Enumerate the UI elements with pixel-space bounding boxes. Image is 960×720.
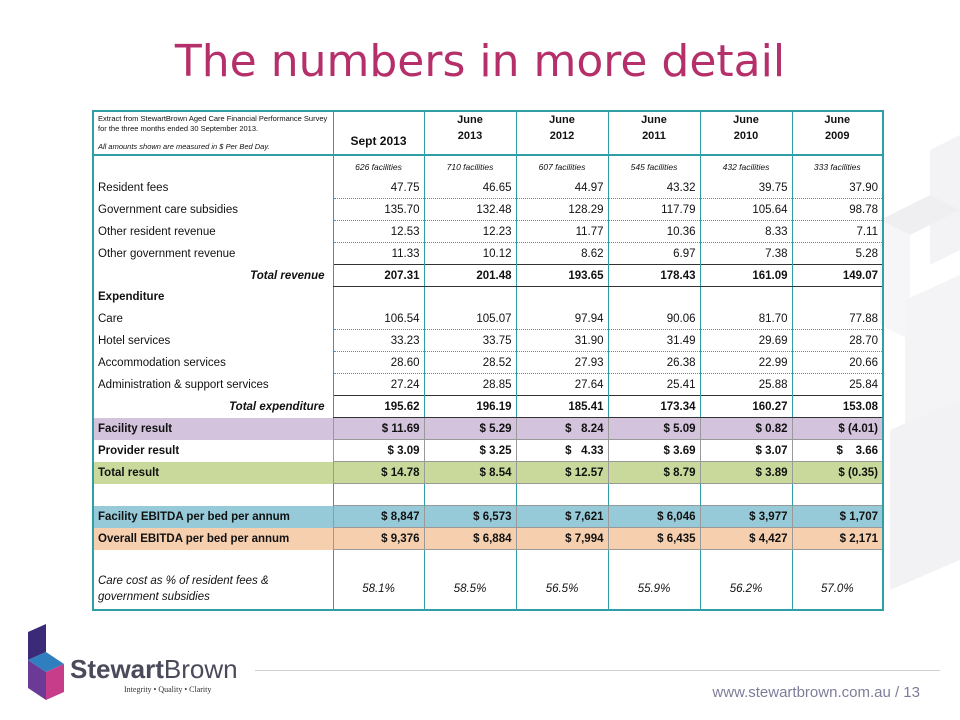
row-label: Accommodation services bbox=[98, 356, 226, 369]
cell-value: 6.97 bbox=[608, 243, 700, 265]
cell-value: $ 8,847 bbox=[333, 506, 424, 528]
cell-value: 105.07 bbox=[424, 308, 516, 330]
care-cost-row bbox=[93, 550, 883, 610]
cell-value: 12.53 bbox=[333, 221, 424, 243]
row-label: Facility EBITDA per bed per annum bbox=[98, 510, 290, 523]
cell-value: 161.09 bbox=[700, 265, 792, 287]
cell-value: 28.70 bbox=[792, 330, 883, 352]
cell-value: $ 11.69 bbox=[333, 418, 424, 440]
cell-value: 201.48 bbox=[424, 265, 516, 287]
spacer-row bbox=[93, 484, 883, 506]
cell-value: 27.93 bbox=[516, 352, 608, 374]
footer-url-page: www.stewartbrown.com.au / 13 bbox=[712, 684, 920, 701]
expenditure-heading-row bbox=[93, 287, 883, 309]
cell-value: 128.29 bbox=[516, 199, 608, 221]
period-header: June 2012 bbox=[516, 111, 608, 155]
cell-value: 55.9% bbox=[608, 550, 700, 610]
table-row bbox=[93, 199, 883, 221]
cell-value: 160.27 bbox=[700, 396, 792, 418]
cell-value: 25.84 bbox=[792, 374, 883, 396]
cell-value: 7.11 bbox=[792, 221, 883, 243]
facility-count: 432 facilities bbox=[700, 155, 792, 177]
cell-value: 39.75 bbox=[700, 177, 792, 199]
cell-value: $ 8.24 bbox=[516, 418, 608, 440]
cell-value: $ 3.89 bbox=[700, 462, 792, 484]
cell-value: 105.64 bbox=[700, 199, 792, 221]
cell-value: 11.33 bbox=[333, 243, 424, 265]
financial-table bbox=[92, 110, 884, 611]
period-header: June 2010 bbox=[700, 111, 792, 155]
cell-value: 58.5% bbox=[424, 550, 516, 610]
cell-value: 33.75 bbox=[424, 330, 516, 352]
cell-value: 31.90 bbox=[516, 330, 608, 352]
cell-value: 10.12 bbox=[424, 243, 516, 265]
cell-value: $ 2,171 bbox=[792, 528, 883, 550]
row-label: Total result bbox=[98, 466, 160, 479]
cell-value: $ 4,427 bbox=[700, 528, 792, 550]
row-label: Government care subsidies bbox=[98, 203, 238, 216]
table-row bbox=[93, 308, 883, 330]
svg-text:StewartBrown bbox=[70, 654, 238, 684]
period-header: Sept 2013 bbox=[333, 111, 424, 155]
cell-value: 11.77 bbox=[516, 221, 608, 243]
logo-name-part2: Brown bbox=[163, 654, 238, 684]
cell-value: 25.88 bbox=[700, 374, 792, 396]
cell-value: 27.64 bbox=[516, 374, 608, 396]
table-row bbox=[93, 352, 883, 374]
row-label: Overall EBITDA per bed per annum bbox=[98, 532, 290, 545]
cell-value: 207.31 bbox=[333, 265, 424, 287]
table-row bbox=[93, 374, 883, 396]
cell-value: $ 0.82 bbox=[700, 418, 792, 440]
cell-value: $ 6,884 bbox=[424, 528, 516, 550]
row-label: Hotel services bbox=[98, 334, 171, 347]
cell-value: 178.43 bbox=[608, 265, 700, 287]
total-result-row bbox=[93, 462, 883, 484]
cell-value: 47.75 bbox=[333, 177, 424, 199]
cell-value: 185.41 bbox=[516, 396, 608, 418]
cell-value: 44.97 bbox=[516, 177, 608, 199]
cell-value: 106.54 bbox=[333, 308, 424, 330]
overall-ebitda-row bbox=[93, 528, 883, 550]
cell-value: 195.62 bbox=[333, 396, 424, 418]
facility-ebitda-row bbox=[93, 506, 883, 528]
cell-value: $ 6,435 bbox=[608, 528, 700, 550]
cell-value: $ 9,376 bbox=[333, 528, 424, 550]
cell-value: $ 3.69 bbox=[608, 440, 700, 462]
period-header: June 2009 bbox=[792, 111, 883, 155]
cell-value: 7.38 bbox=[700, 243, 792, 265]
row-label: Resident fees bbox=[98, 181, 169, 194]
cell-value: 29.69 bbox=[700, 330, 792, 352]
facility-count: 333 facilities bbox=[792, 155, 883, 177]
cell-value: $ 14.78 bbox=[333, 462, 424, 484]
cell-value: $ (4.01) bbox=[792, 418, 883, 440]
table-row bbox=[93, 330, 883, 352]
stewartbrown-logo bbox=[24, 622, 244, 702]
facility-count: 607 facilities bbox=[516, 155, 608, 177]
cell-value: 58.1% bbox=[333, 550, 424, 610]
cell-value: 193.65 bbox=[516, 265, 608, 287]
total-expenditure-row bbox=[93, 396, 883, 418]
page-title: The numbers in more detail bbox=[174, 36, 786, 87]
cell-value: 37.90 bbox=[792, 177, 883, 199]
cell-value: $ 3.09 bbox=[333, 440, 424, 462]
cell-value: 25.41 bbox=[608, 374, 700, 396]
cell-value: 98.78 bbox=[792, 199, 883, 221]
cell-value: 8.62 bbox=[516, 243, 608, 265]
cell-value: $ 12.57 bbox=[516, 462, 608, 484]
cell-value: 12.23 bbox=[424, 221, 516, 243]
cell-value: 20.66 bbox=[792, 352, 883, 374]
cell-value: 27.24 bbox=[333, 374, 424, 396]
cell-value: 33.23 bbox=[333, 330, 424, 352]
cell-value: 26.38 bbox=[608, 352, 700, 374]
provider-result-row bbox=[93, 440, 883, 462]
period-header: June 2013 bbox=[424, 111, 516, 155]
row-label: Other government revenue bbox=[98, 247, 236, 260]
cell-value: $ 6,046 bbox=[608, 506, 700, 528]
cell-value: 173.34 bbox=[608, 396, 700, 418]
cell-value: $ 3.25 bbox=[424, 440, 516, 462]
logo-tagline: Integrity • Quality • Clarity bbox=[124, 685, 212, 694]
logo-mark-icon bbox=[28, 624, 64, 700]
cell-value: 81.70 bbox=[700, 308, 792, 330]
cell-value: $ 7,994 bbox=[516, 528, 608, 550]
expenditure-heading: Expenditure bbox=[98, 291, 165, 304]
cell-value: $ 1,707 bbox=[792, 506, 883, 528]
cell-value: $ 5.29 bbox=[424, 418, 516, 440]
cell-value: $ 6,573 bbox=[424, 506, 516, 528]
cell-value: $ (0.35) bbox=[792, 462, 883, 484]
row-label: Facility result bbox=[98, 422, 173, 435]
facility-count: 710 facilities bbox=[424, 155, 516, 177]
row-label: Other resident revenue bbox=[98, 225, 216, 238]
cell-value: $ 3.66 bbox=[792, 440, 883, 462]
cell-value: 97.94 bbox=[516, 308, 608, 330]
table-header-row bbox=[93, 111, 883, 155]
cell-value: 135.70 bbox=[333, 199, 424, 221]
header-note-italic: All amounts shown are measured in $ Per Bed Day. bbox=[98, 142, 270, 151]
cell-value: $ 3,977 bbox=[700, 506, 792, 528]
cell-value: $ 7,621 bbox=[516, 506, 608, 528]
facility-count: 626 facilities bbox=[333, 155, 424, 177]
cell-value: 31.49 bbox=[608, 330, 700, 352]
cell-value: $ 3.07 bbox=[700, 440, 792, 462]
row-label: Care bbox=[98, 312, 123, 325]
total-revenue-row bbox=[93, 265, 883, 287]
cell-value: 77.88 bbox=[792, 308, 883, 330]
cell-value: 117.79 bbox=[608, 199, 700, 221]
row-label: Provider result bbox=[98, 444, 180, 457]
cell-value: 149.07 bbox=[792, 265, 883, 287]
table-row bbox=[93, 177, 883, 199]
cell-value: 5.28 bbox=[792, 243, 883, 265]
facilities-count-row bbox=[93, 155, 883, 177]
header-note bbox=[93, 111, 333, 155]
cell-value: 10.36 bbox=[608, 221, 700, 243]
table-row bbox=[93, 243, 883, 265]
cell-value: 132.48 bbox=[424, 199, 516, 221]
cell-value: 56.2% bbox=[700, 550, 792, 610]
table-row bbox=[93, 221, 883, 243]
cell-value: 28.85 bbox=[424, 374, 516, 396]
cell-value: 153.08 bbox=[792, 396, 883, 418]
cell-value: $ 8.54 bbox=[424, 462, 516, 484]
cell-value: 46.65 bbox=[424, 177, 516, 199]
row-label: Care cost as % of resident fees & government subsidies bbox=[98, 574, 269, 603]
cell-value: 56.5% bbox=[516, 550, 608, 610]
cell-value: 22.99 bbox=[700, 352, 792, 374]
cell-value: 8.33 bbox=[700, 221, 792, 243]
header-note-text: Extract from StewartBrown Aged Care Financial Performance Survey for the three months ended 30 September 2013. bbox=[98, 114, 328, 133]
cell-value: $ 5.09 bbox=[608, 418, 700, 440]
footer-divider bbox=[255, 670, 940, 671]
cell-value: $ 4.33 bbox=[516, 440, 608, 462]
facility-count: 545 facilities bbox=[608, 155, 700, 177]
cell-value: 28.60 bbox=[333, 352, 424, 374]
cell-value: 90.06 bbox=[608, 308, 700, 330]
cell-value: 57.0% bbox=[792, 550, 883, 610]
cell-value: 28.52 bbox=[424, 352, 516, 374]
row-label: Total expenditure bbox=[229, 400, 325, 413]
row-label: Total revenue bbox=[250, 269, 325, 282]
cell-value: 196.19 bbox=[424, 396, 516, 418]
logo-name-part1: Stewart bbox=[70, 654, 164, 684]
row-label: Administration & support services bbox=[98, 378, 269, 391]
facility-result-row bbox=[93, 418, 883, 440]
period-header: June 2011 bbox=[608, 111, 700, 155]
cell-value: 43.32 bbox=[608, 177, 700, 199]
cell-value: $ 8.79 bbox=[608, 462, 700, 484]
